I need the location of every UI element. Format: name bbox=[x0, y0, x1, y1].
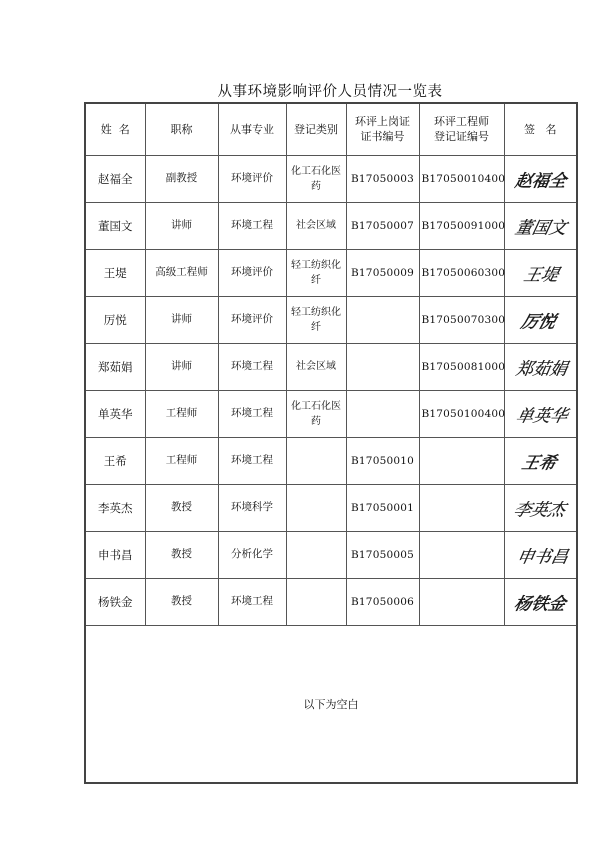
category-cell: 轻工纺织化纤 bbox=[286, 296, 346, 343]
header-cert-number bbox=[346, 103, 419, 155]
signature-text: 厉悦 bbox=[518, 312, 559, 332]
table-row bbox=[85, 531, 577, 578]
title-cell: 教授 bbox=[145, 578, 218, 625]
title-cell: 教授 bbox=[145, 531, 218, 578]
signature-cell bbox=[504, 484, 577, 531]
table-row bbox=[85, 249, 577, 296]
signature-cell bbox=[504, 578, 577, 625]
cert-number-cell: B17050003 bbox=[346, 155, 419, 202]
category-cell bbox=[286, 578, 346, 625]
title-cell: 副教授 bbox=[145, 155, 218, 202]
blank-area-row bbox=[85, 625, 577, 783]
cert-number-cell bbox=[346, 343, 419, 390]
table-header-row bbox=[85, 103, 577, 155]
header-reg-line2: 登记证编号 bbox=[434, 130, 489, 144]
table-row bbox=[85, 437, 577, 484]
cert-number-cell bbox=[346, 390, 419, 437]
table-row bbox=[85, 578, 577, 625]
handwritten-signature bbox=[509, 256, 571, 290]
table-row bbox=[85, 296, 577, 343]
header-reg-line1: 环评工程师 bbox=[434, 115, 489, 129]
signature-text: 赵福全 bbox=[513, 171, 569, 191]
title-cell: 讲师 bbox=[145, 343, 218, 390]
cert-number-cell: B17050007 bbox=[346, 202, 419, 249]
signature-cell bbox=[504, 343, 577, 390]
header-registration-number bbox=[419, 103, 504, 155]
major-cell: 分析化学 bbox=[218, 531, 286, 578]
signature-text: 王堤 bbox=[521, 265, 561, 285]
name-cell: 王堤 bbox=[85, 249, 145, 296]
name-cell: 李英杰 bbox=[85, 484, 145, 531]
major-cell: 环境工程 bbox=[218, 437, 286, 484]
header-category: 登记类别 bbox=[286, 103, 346, 155]
category-cell: 社会区域 bbox=[286, 343, 346, 390]
registration-number-cell bbox=[419, 437, 504, 484]
registration-number-cell: B17050081000 bbox=[419, 343, 504, 390]
title-cell: 高级工程师 bbox=[145, 249, 218, 296]
table-row bbox=[85, 484, 577, 531]
registration-number-cell: B17050070300 bbox=[419, 296, 504, 343]
signature-cell bbox=[504, 437, 577, 484]
signature-cell bbox=[504, 202, 577, 249]
handwritten-signature bbox=[509, 491, 571, 525]
handwritten-signature bbox=[509, 209, 571, 243]
category-cell bbox=[286, 437, 346, 484]
name-cell: 王希 bbox=[85, 437, 145, 484]
blank-below-note: 以下为空白 bbox=[85, 625, 577, 783]
name-cell: 董国文 bbox=[85, 202, 145, 249]
signature-text: 李英杰 bbox=[511, 500, 568, 520]
document-title: 从事环境影响评价人员情况一览表 bbox=[217, 84, 443, 100]
major-cell: 环境工程 bbox=[218, 578, 286, 625]
signature-text: 申书昌 bbox=[515, 547, 571, 567]
title-cell: 工程师 bbox=[145, 437, 218, 484]
table-row bbox=[85, 343, 577, 390]
name-cell: 郑茹娟 bbox=[85, 343, 145, 390]
signature-cell bbox=[504, 390, 577, 437]
registration-number-cell bbox=[419, 531, 504, 578]
category-cell: 化工石化医药 bbox=[286, 390, 346, 437]
header-name: 姓 名 bbox=[85, 103, 145, 155]
category-cell bbox=[286, 531, 346, 578]
title-cell: 讲师 bbox=[145, 202, 218, 249]
name-cell: 申书昌 bbox=[85, 531, 145, 578]
header-signature: 签 名 bbox=[504, 103, 577, 155]
major-cell: 环境工程 bbox=[218, 202, 286, 249]
staff-table bbox=[84, 102, 578, 784]
major-cell: 环境评价 bbox=[218, 155, 286, 202]
signature-text: 董国文 bbox=[513, 218, 569, 238]
signature-text: 郑茹娟 bbox=[514, 359, 570, 379]
cert-number-cell bbox=[346, 296, 419, 343]
signature-cell bbox=[504, 249, 577, 296]
title-cell: 教授 bbox=[145, 484, 218, 531]
category-cell: 轻工纺织化纤 bbox=[286, 249, 346, 296]
category-cell bbox=[286, 484, 346, 531]
header-cert-line1: 环评上岗证 bbox=[355, 115, 410, 129]
title-cell: 工程师 bbox=[145, 390, 218, 437]
signature-text: 杨铁金 bbox=[512, 594, 568, 614]
signature-cell bbox=[504, 296, 577, 343]
table-row bbox=[85, 155, 577, 202]
registration-number-cell: B17050091000 bbox=[419, 202, 504, 249]
registration-number-cell bbox=[419, 484, 504, 531]
name-cell: 赵福全 bbox=[85, 155, 145, 202]
signature-text: 王希 bbox=[519, 453, 559, 473]
registration-number-cell: B17050010400 bbox=[419, 155, 504, 202]
registration-number-cell bbox=[419, 578, 504, 625]
signature-cell bbox=[504, 155, 577, 202]
name-cell: 单英华 bbox=[85, 390, 145, 437]
signature-cell bbox=[504, 531, 577, 578]
registration-number-cell: B17050100400 bbox=[419, 390, 504, 437]
handwritten-signature bbox=[509, 303, 571, 337]
signature-text: 单英华 bbox=[514, 406, 570, 426]
major-cell: 环境评价 bbox=[218, 296, 286, 343]
table-row bbox=[85, 390, 577, 437]
cert-number-cell: B17050001 bbox=[346, 484, 419, 531]
title-cell: 讲师 bbox=[145, 296, 218, 343]
handwritten-signature bbox=[509, 444, 571, 478]
category-cell: 化工石化医药 bbox=[286, 155, 346, 202]
handwritten-signature bbox=[509, 538, 571, 572]
major-cell: 环境工程 bbox=[218, 343, 286, 390]
handwritten-signature bbox=[509, 162, 571, 196]
name-cell: 厉悦 bbox=[85, 296, 145, 343]
header-title: 职称 bbox=[145, 103, 218, 155]
handwritten-signature bbox=[509, 585, 571, 619]
registration-number-cell: B17050060300 bbox=[419, 249, 504, 296]
cert-number-cell: B17050005 bbox=[346, 531, 419, 578]
header-major: 从事专业 bbox=[218, 103, 286, 155]
major-cell: 环境科学 bbox=[218, 484, 286, 531]
table-row bbox=[85, 202, 577, 249]
category-cell: 社会区域 bbox=[286, 202, 346, 249]
header-cert-line2: 证书编号 bbox=[360, 130, 405, 144]
name-cell: 杨铁金 bbox=[85, 578, 145, 625]
handwritten-signature bbox=[509, 397, 571, 431]
cert-number-cell: B17050010 bbox=[346, 437, 419, 484]
handwritten-signature bbox=[509, 350, 571, 384]
major-cell: 环境工程 bbox=[218, 390, 286, 437]
major-cell: 环境评价 bbox=[218, 249, 286, 296]
cert-number-cell: B17050006 bbox=[346, 578, 419, 625]
cert-number-cell: B17050009 bbox=[346, 249, 419, 296]
